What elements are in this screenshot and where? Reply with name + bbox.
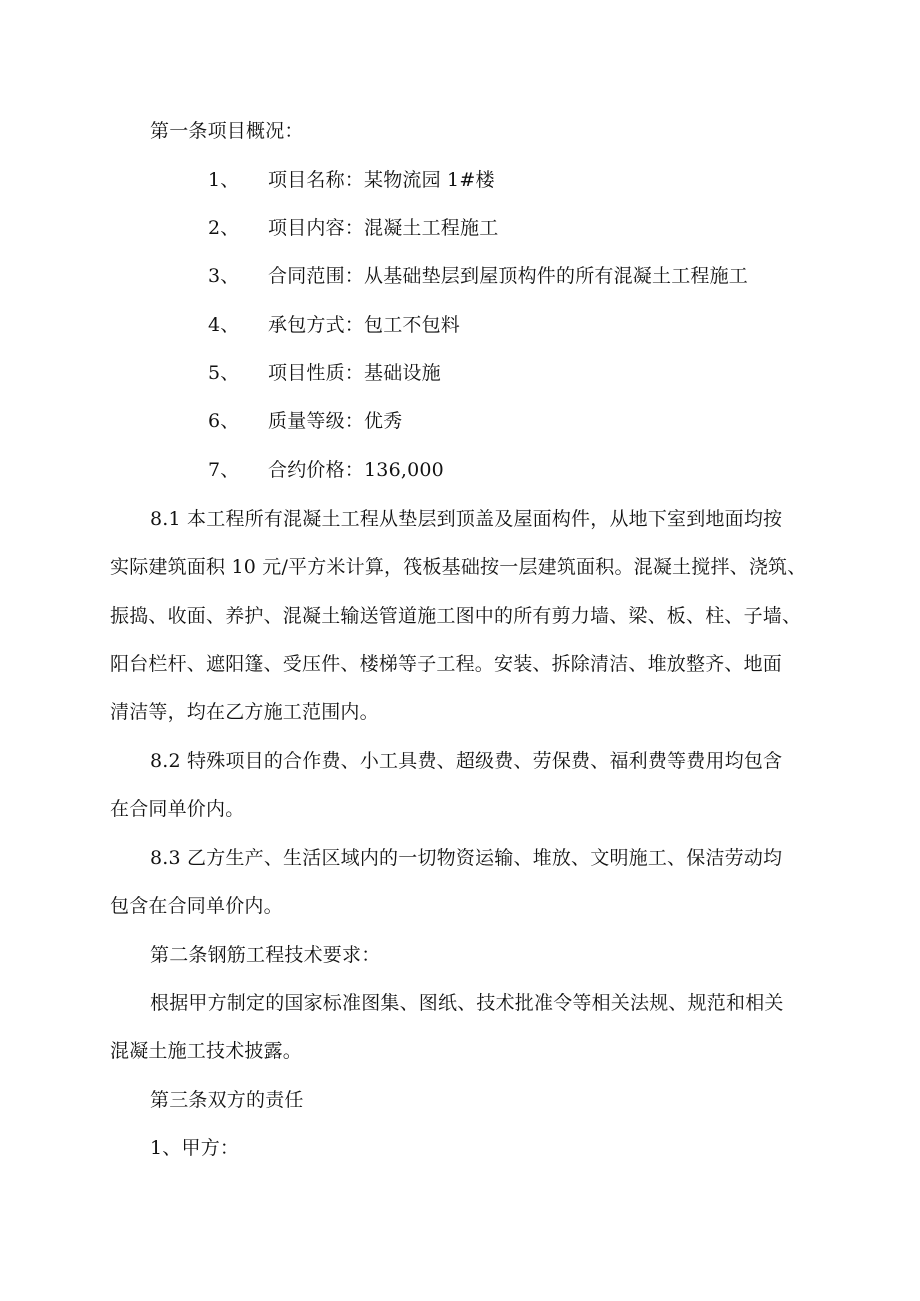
item-number: 7、 [208,459,240,481]
item-text: 承包方式：包工不包料 [268,314,461,336]
section2-body-line: 根据甲方制定的国家标准图集、图纸、技术批准令等相关法规、规范和相关 [150,992,784,1014]
clause-8-1-line: 振捣、收面、养护、混凝土输送管道施工图中的所有剪力墙、梁、板、柱、子墙、 [110,605,802,627]
item-text: 合约价格：136,000 [268,459,444,481]
section1-heading: 第一条项目概况： [150,120,304,142]
item-number: 6、 [208,410,240,432]
section2-heading: 第二条钢筋工程技术要求： [150,944,381,966]
list-item [208,168,495,192]
section3-heading: 第三条双方的责任 [150,1089,304,1111]
list-item [208,409,402,433]
section3-sub-heading: 1、甲方： [150,1137,240,1159]
item-text: 合同范围：从基础垫层到屋顶构件的所有混凝土工程施工 [268,265,749,287]
list-item [208,216,498,240]
clause-8-2-line: 8.2 特殊项目的合作费、小工具费、超级费、劳保费、福利费等费用均包含 [150,750,783,772]
list-item [208,361,441,385]
item-text: 项目性质：基础设施 [268,362,441,384]
item-number: 3、 [208,265,240,287]
clause-8-1-line: 实际建筑面积 10 元/平方米计算，筏板基础按一层建筑面积。混凝土搅拌、浇筑、 [110,556,807,578]
clause-8-2-line: 在合同单价内。 [110,798,245,820]
clause-8-1-line: 阳台栏杆、遮阳篷、受压件、楼梯等子工程。安装、拆除清洁、堆放整齐、地面 [110,653,783,675]
section2-body-line: 混凝土施工技术披露。 [110,1040,303,1062]
item-text: 质量等级：优秀 [268,410,403,432]
item-number: 2、 [208,217,240,239]
list-item [208,458,444,482]
clause-8-3-line: 8.3 乙方生产、生活区域内的一切物资运输、堆放、文明施工、保洁劳动均 [150,847,783,869]
list-item [208,264,748,288]
item-number: 1、 [208,169,240,191]
clause-8-1-line: 8.1 本工程所有混凝土工程从垫层到顶盖及屋面构件，从地下室到地面均按 [150,508,783,530]
item-number: 5、 [208,362,240,384]
item-text: 项目内容：混凝土工程施工 [268,217,499,239]
clause-8-1-line: 清洁等，均在乙方施工范围内。 [110,701,379,723]
item-number: 4、 [208,314,240,336]
item-text: 项目名称：某物流园 1#楼 [268,169,495,191]
clause-8-3-line: 包含在合同单价内。 [110,895,283,917]
list-item [208,313,460,337]
